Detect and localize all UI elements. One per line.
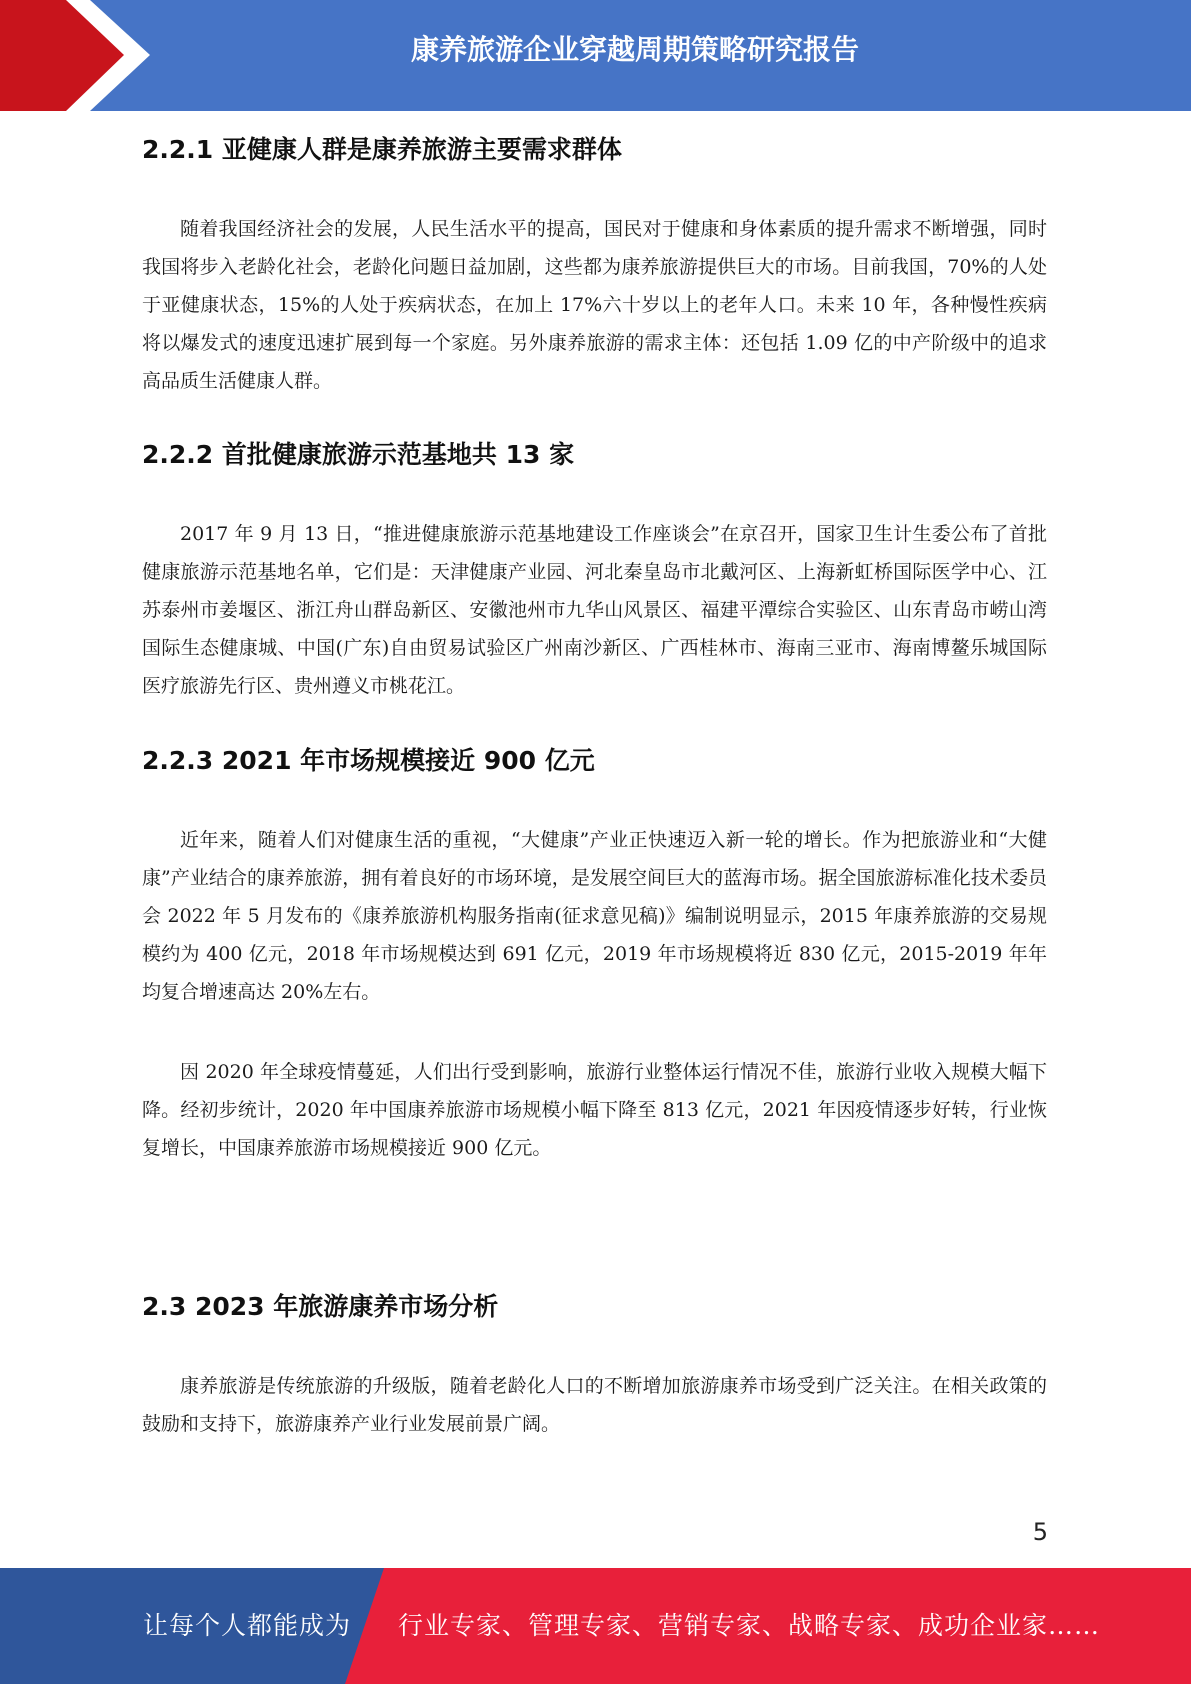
section-2-2-1 (142, 130, 1047, 170)
section-heading: 2.2.1 亚健康人群是康养旅游主要需求群体 (142, 135, 622, 164)
section-2-2-1-body (142, 210, 1047, 400)
footer-slogan-right: 行业专家、管理专家、营销专家、战略专家、成功企业家…… (398, 1611, 1101, 1640)
footer-slogan-left: 让每个人都能成为 (143, 1611, 352, 1640)
section-2-2-3 (142, 741, 1047, 781)
paragraph: 因 2020 年全球疫情蔓延，人们出行受到影响，旅游行业整体运行情况不佳，旅游行业收入规模大幅下降。经初步统计，2020 年中国康养旅游市场规模小幅下降至 813 亿元，2021 年因疫情逐步好转，行业恢复增长，中国康养旅游市场规模接近 900 亿元。 (142, 1061, 1047, 1159)
section-heading: 2.3 2023 年旅游康养市场分析 (142, 1292, 499, 1321)
paragraph: 2017 年 9 月 13 日，“推进健康旅游示范基地建设工作座谈会”在京召开，国家卫生计生委公布了首批健康旅游示范基地名单，它们是：天津健康产业园、河北秦皇岛市北戴河区、上海新虹桥国际医学中心、江苏泰州市姜堰区、浙江舟山群岛新区、安徽池州市九华山风景区、福建平潭综合实验区、山东青岛市崂山湾国际生态健康城、中国(广东)自由贸易试验区广州南沙新区、广西桂林市、海南三亚市、海南博鳌乐城国际医疗旅游先行区、贵州遵义市桃花江。 (142, 523, 1047, 697)
document-title: 康养旅游企业穿越周期策略研究报告 (410, 33, 859, 66)
section-2-2-2-body (142, 515, 1047, 705)
section-2-3 (142, 1287, 1047, 1327)
section-heading: 2.2.3 2021 年市场规模接近 900 亿元 (142, 746, 595, 775)
section-2-3-body (142, 1367, 1047, 1443)
page-footer (0, 1568, 1191, 1684)
paragraph: 随着我国经济社会的发展，人民生活水平的提高，国民对于健康和身体素质的提升需求不断增强，同时我国将步入老龄化社会，老龄化问题日益加剧，这些都为康养旅游提供巨大的市场。目前我国，70%的人处于亚健康状态，15%的人处于疾病状态，在加上 17%六十岁以上的老年人口。未来 10 年，各种慢性疾病将以爆发式的速度迅速扩展到每一个家庭。另外康养旅游的需求主体：还包括 1.09 亿的中产阶级中的追求高品质生活健康人群。 (142, 218, 1047, 392)
page-number: 5 (1032, 1518, 1048, 1546)
section-2-2-2 (142, 435, 1047, 475)
section-2-2-3-body (142, 821, 1047, 1011)
paragraph: 康养旅游是传统旅游的升级版，随着老龄化人口的不断增加旅游康养市场受到广泛关注。在相关政策的鼓励和支持下，旅游康养产业行业发展前景广阔。 (142, 1375, 1047, 1435)
section-heading: 2.2.2 首批健康旅游示范基地共 13 家 (142, 440, 575, 469)
section-2-2-3-body-2 (142, 1053, 1047, 1167)
paragraph: 近年来，随着人们对健康生活的重视，“大健康”产业正快速迈入新一轮的增长。作为把旅游业和“大健康”产业结合的康养旅游，拥有着良好的市场环境，是发展空间巨大的蓝海市场。据全国旅游标准化技术委员会 2022 年 5 月发布的《康养旅游机构服务指南(征求意见稿)》编制说明显示，2015 年康养旅游的交易规模约为 400 亿元，2018 年市场规模达到 691 亿元，2019 年市场规模将近 830 亿元，2015-2019 年年均复合增速高达 20%左右。 (142, 829, 1047, 1003)
page-header (0, 0, 1191, 111)
